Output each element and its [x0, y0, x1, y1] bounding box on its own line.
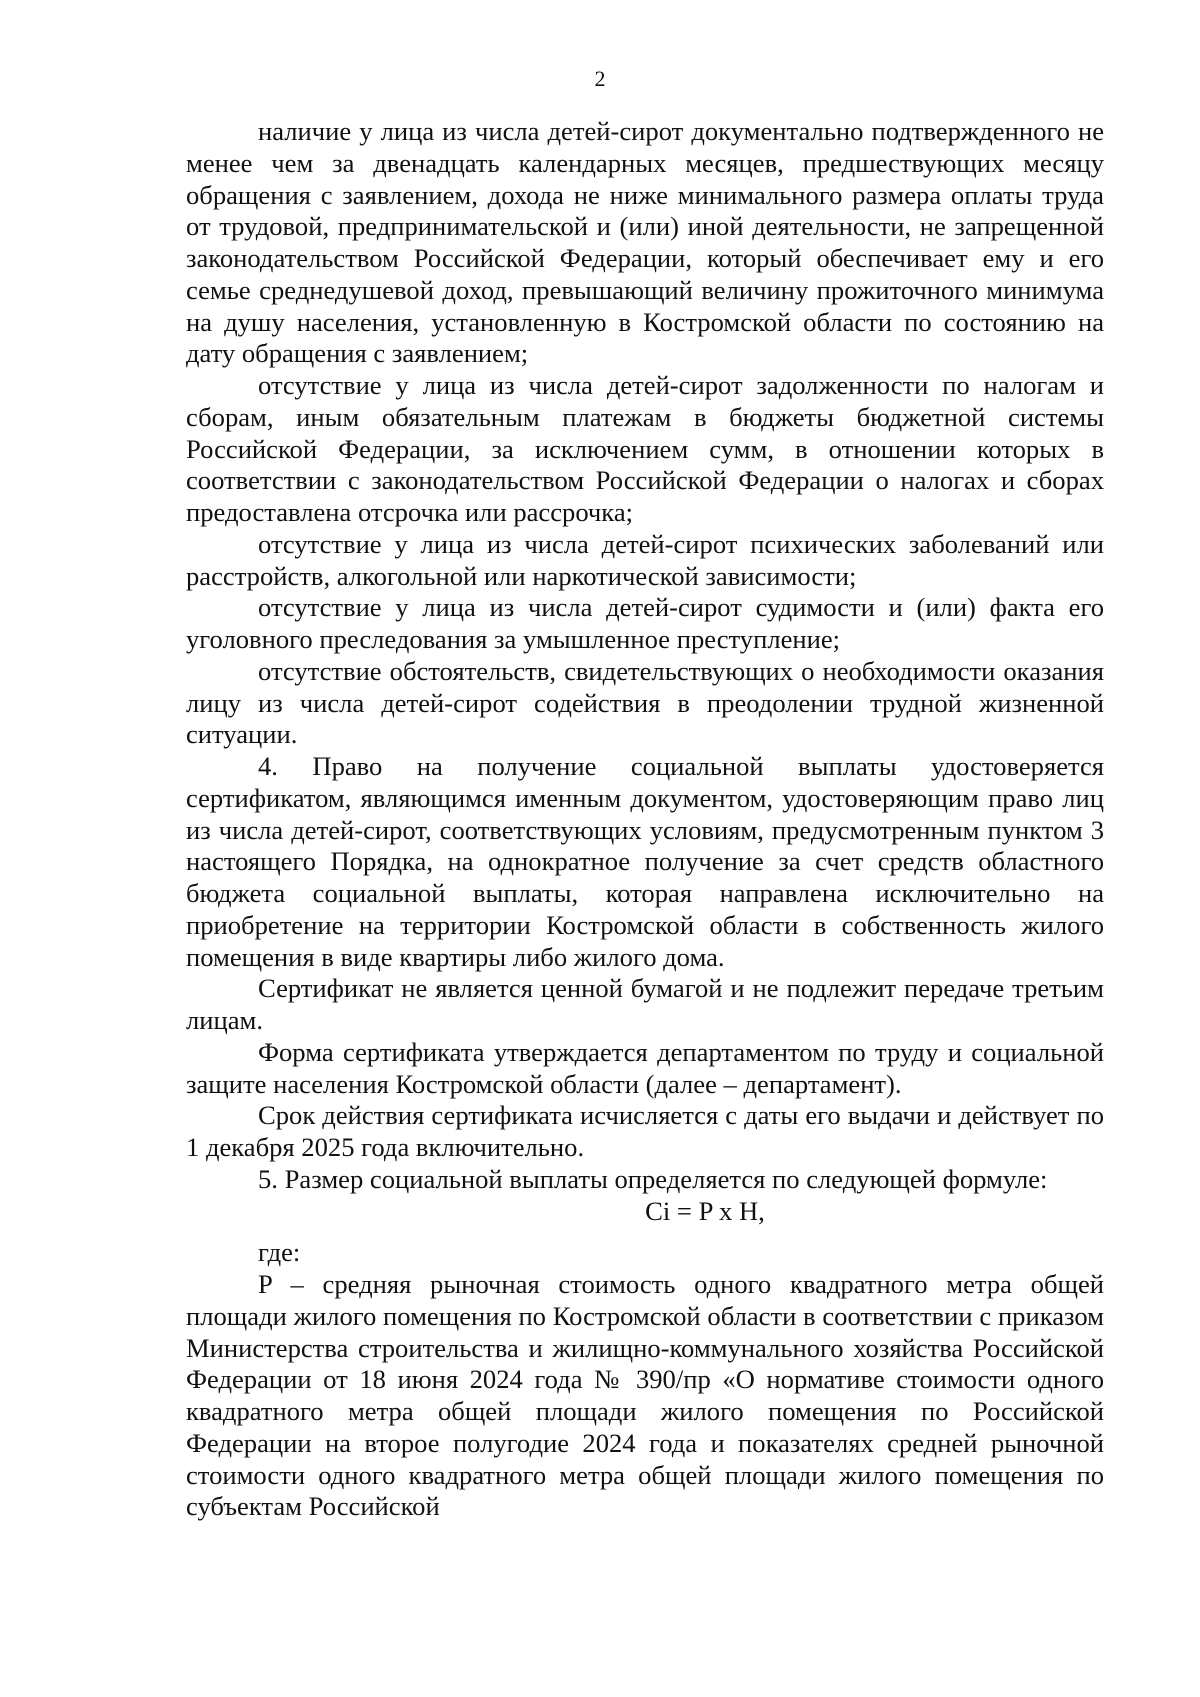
paragraph: отсутствие обстоятельств, свидетельствующих о необходимости оказания лицу из числа детей-сирот содействия в преодолении трудной жизненной ситуации.: [186, 655, 1104, 750]
paragraph-section-4: 4. Право на получение социальной выплаты удостоверяется сертификатом, являющимся именным документом, удостоверяющим право лиц из числа детей-сирот, соответствующих условиям, предусмотренным пунктом 3 настоящего Порядка, на однократное получение за счет средств областного бюджета социальной выплаты, которая направлена исключительно на приобретение на территории Костромской области в собственность жилого помещения в виде квартиры либо жилого дома.: [186, 751, 1104, 972]
paragraph-section-5: 5. Размер социальной выплаты определяется по следующей формуле:: [258, 1163, 1048, 1194]
paragraph: Срок действия сертификата исчисляется с даты его выдачи и действует по 1 декабря 2025 года включительно.: [186, 1100, 1104, 1162]
formula: Ci = P x H,: [645, 1195, 765, 1226]
paragraph: Сертификат не является ценной бумагой и не подлежит передаче третьим лицам.: [186, 973, 1104, 1035]
definition-p: P – средняя рыночная стоимость одного квадратного метра общей площади жилого помещения по Костромской области в соответствии с приказом Министерства строительства и жилищно-коммунального хозяйства Российской Федерации от 18 июня 2024 года № 390/пр «О нормативе стоимости одного квадратного метра общей площади жилого помещения по Российской Федерации на второе полугодие 2024 года и показателях средней рыночной стоимости одного квадратного метра общей площади жилого помещения по субъектам Российской: [186, 1269, 1104, 1522]
paragraph: Форма сертификата утверждается департаментом по труду и социальной защите населения Костромской области (далее – департамент).: [186, 1036, 1104, 1099]
where-label: где:: [258, 1237, 301, 1268]
document-body: [186, 116, 1104, 1523]
paragraph: наличие у лица из числа детей-сирот документально подтвержденного не менее чем за двенадцать календарных месяцев, предшествующих месяцу обращения с заявлением, дохода не ниже минимального размера оплаты труда от трудовой, предпринимательской и (или) иной деятельности, не запрещенной законодательством Российской Федерации, который обеспечивает ему и его семье среднедушевой доход, превышающий величину прожиточного минимума на душу населения, установленную в Костромской области по состоянию на дату обращения с заявлением;: [186, 116, 1104, 369]
page-number: 2: [594, 66, 606, 91]
paragraph: отсутствие у лица из числа детей-сирот судимости и (или) факта его уголовного преследования за умышленное преступление;: [186, 592, 1104, 654]
paragraph: отсутствие у лица из числа детей-сирот задолженности по налогам и сборам, иным обязательным платежам в бюджеты бюджетной системы Российской Федерации, за исключением сумм, в отношении которых в соответствии с законодательством Российской Федерации о налогах и сборах предоставлена отсрочка или рассрочка;: [186, 370, 1104, 527]
paragraph: отсутствие у лица из числа детей-сирот психических заболеваний или расстройств, алкогольной или наркотической зависимости;: [186, 528, 1104, 591]
